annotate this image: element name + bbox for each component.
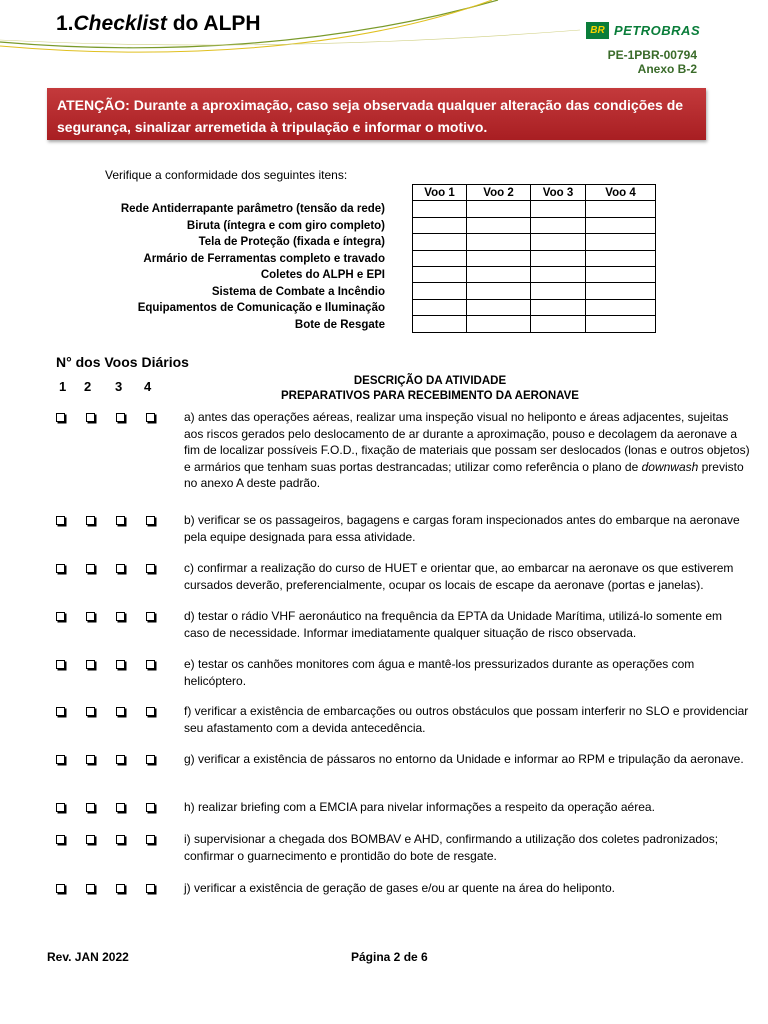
- flight-checkbox[interactable]: [146, 707, 155, 716]
- flight-checkbox-group: [56, 657, 176, 669]
- flight-checkbox[interactable]: [116, 884, 125, 893]
- flight-check-table: [412, 184, 656, 333]
- flight-checkbox[interactable]: [116, 803, 125, 812]
- activity-text: d) testar o rádio VHF aeronáutico na frequência da EPTA da Unidade Marítima, utilizá-lo somente em caso de necessidade. Informar imediatamente qualquer situação de risco observada.: [184, 609, 723, 640]
- check-cell[interactable]: [531, 234, 586, 250]
- flight-checkbox[interactable]: [86, 755, 95, 764]
- attention-banner: ATENÇÃO: Durante a aproximação, caso seja observada qualquer alteração das condições de segurança, sinalizar arremetida à tripulação e informar o motivo.: [47, 88, 706, 140]
- verification-item-label: Bote de Resgate: [294, 318, 385, 331]
- check-cell[interactable]: [467, 299, 531, 315]
- flight-checkbox-group: [56, 881, 176, 893]
- verification-item-label: Biruta (íntegra e com giro completo): [186, 219, 385, 232]
- flight-checkbox[interactable]: [86, 835, 95, 844]
- check-cell[interactable]: [586, 250, 656, 266]
- verification-item-label: Equipamentos de Comunicação e Iluminação: [137, 302, 385, 314]
- page-title: 1.Checklist do ALPH: [56, 12, 261, 35]
- activity-text: b) verificar se os passageiros, bagagens e cargas foram inspecionados antes do embarque na aeronave pela equipe designada para essa atividade.: [184, 513, 740, 544]
- column-header: Voo 4: [586, 185, 656, 201]
- flight-checkbox[interactable]: [56, 803, 65, 812]
- table-row: [413, 283, 656, 299]
- check-cell[interactable]: [467, 234, 531, 250]
- check-cell[interactable]: [467, 201, 531, 217]
- annex-label: Anexo B-2: [637, 62, 697, 76]
- description-title: DESCRIÇÃO DA ATIVIDADE: [353, 375, 507, 387]
- check-cell[interactable]: [586, 201, 656, 217]
- check-cell[interactable]: [413, 234, 467, 250]
- flight-checkbox[interactable]: [56, 707, 65, 716]
- flight-checkbox[interactable]: [86, 707, 95, 716]
- table-row: [413, 316, 656, 332]
- activity-text: f) verificar a existência de embarcações ou outros obstáculos que possam interferir no SLO e providenciar seu afastamento com a devida antecedência.: [184, 704, 749, 735]
- check-cell[interactable]: [467, 266, 531, 282]
- flight-checkbox[interactable]: [146, 755, 155, 764]
- flight-checkbox[interactable]: [116, 707, 125, 716]
- activity-text: a) antes das operações aéreas, realizar uma inspeção visual no heliponto e áreas adjacentes, sujeitas aos riscos gerados pelo deslocamento de ar durante a aproximação, pouso e decolagem da aeronave a fim de localizar possíveis F.O.D., fixação de materiais que possam ser deslocados (lonas e outros objetos) e armários que tenham suas portas destrancadas; utilizar como referência o plano de downwash previsto no anexo A deste padrão.: [184, 410, 750, 490]
- title-italic: Checklist: [73, 12, 167, 35]
- flight-checkbox[interactable]: [86, 516, 95, 525]
- flight-checkbox[interactable]: [146, 612, 155, 621]
- flight-checkbox[interactable]: [116, 660, 125, 669]
- verification-item-label: Sistema de Combate a Incêndio: [211, 285, 385, 298]
- flight-checkbox[interactable]: [86, 884, 95, 893]
- verification-item-label: Coletes do ALPH e EPI: [260, 269, 385, 281]
- flight-checkbox[interactable]: [146, 884, 155, 893]
- check-cell[interactable]: [413, 201, 467, 217]
- flight-number: 2: [84, 379, 92, 394]
- table-row: [413, 201, 656, 217]
- column-header: Voo 3: [531, 185, 586, 201]
- flight-checkbox[interactable]: [56, 660, 65, 669]
- verification-item-label: Tela de Proteção (fixada e íntegra): [198, 236, 385, 248]
- flight-checkbox[interactable]: [146, 803, 155, 812]
- flight-checkbox[interactable]: [116, 564, 125, 573]
- flight-checkbox[interactable]: [56, 835, 65, 844]
- flight-checkbox-group: [56, 704, 176, 716]
- check-cell[interactable]: [531, 283, 586, 299]
- logo-text: PETROBRAS: [614, 23, 701, 38]
- description-subtitle: PREPARATIVOS PARA RECEBIMENTO DA AERONAVE: [281, 390, 579, 402]
- check-cell[interactable]: [413, 283, 467, 299]
- check-cell[interactable]: [531, 316, 586, 332]
- check-cell[interactable]: [413, 217, 467, 233]
- activity-text: c) confirmar a realização do curso de HUET e orientar que, ao embarcar na aeronave os que estiverem cursados deverão, preferencialmente, ocupar os locais de escape da aeronave (portas e janelas).: [184, 561, 734, 592]
- flight-checkbox-group: [56, 513, 176, 525]
- petrobras-logo: [586, 22, 700, 39]
- activity-text: g) verificar a existência de pássaros no entorno da Unidade e informar ao RPM e tripulação da aeronave.: [184, 752, 744, 766]
- flight-checkbox-group: [56, 752, 176, 764]
- flight-checkbox[interactable]: [116, 612, 125, 621]
- activity-text: h) realizar briefing com a EMCIA para nivelar informações a respeito da operação aérea.: [184, 800, 655, 814]
- verification-intro: Verifique a conformidade dos seguintes itens:: [105, 168, 348, 182]
- table-row: [413, 250, 656, 266]
- flight-checkbox[interactable]: [56, 884, 65, 893]
- flight-checkbox[interactable]: [116, 835, 125, 844]
- flight-checkbox-group: [56, 800, 176, 812]
- verification-item-label: Armário de Ferramentas completo e travado: [143, 252, 385, 265]
- flight-number: 4: [144, 379, 152, 394]
- check-cell[interactable]: [586, 316, 656, 332]
- flight-checkbox[interactable]: [116, 413, 125, 422]
- check-cell[interactable]: [413, 266, 467, 282]
- check-cell[interactable]: [531, 217, 586, 233]
- flight-checkbox[interactable]: [56, 516, 65, 525]
- check-cell[interactable]: [413, 316, 467, 332]
- flight-checkbox-group: [56, 832, 176, 844]
- flight-checkbox[interactable]: [146, 660, 155, 669]
- flight-number: 3: [115, 379, 123, 394]
- table-row: [413, 299, 656, 315]
- check-cell[interactable]: [586, 299, 656, 315]
- check-cell[interactable]: [531, 201, 586, 217]
- flight-checkbox[interactable]: [146, 564, 155, 573]
- flight-checkbox[interactable]: [86, 660, 95, 669]
- flights-title: N° dos Voos Diários: [56, 354, 189, 370]
- flight-checkbox[interactable]: [146, 516, 155, 525]
- table-row: [413, 234, 656, 250]
- flight-checkbox[interactable]: [146, 835, 155, 844]
- br-badge: BR: [586, 22, 609, 39]
- flight-checkbox[interactable]: [86, 803, 95, 812]
- flight-checkbox-group: [56, 561, 176, 573]
- verification-item-label: Rede Antiderrapante parâmetro (tensão da rede): [120, 203, 385, 215]
- document-code: PE-1PBR-00794: [607, 48, 697, 62]
- table-row: [413, 217, 656, 233]
- check-cell[interactable]: [467, 250, 531, 266]
- table-row: [413, 266, 656, 282]
- check-cell[interactable]: [531, 299, 586, 315]
- check-cell[interactable]: [531, 250, 586, 266]
- check-cell[interactable]: [586, 266, 656, 282]
- footer-revision: Rev. JAN 2022: [47, 950, 129, 964]
- flight-checkbox[interactable]: [116, 755, 125, 764]
- check-cell[interactable]: [413, 299, 467, 315]
- flight-checkbox[interactable]: [56, 564, 65, 573]
- activity-text: i) supervisionar a chegada dos BOMBAV e AHD, confirmando a utilização dos coletes padronizados; confirmar o guarnecimento e prontidão do bote de resgate.: [184, 832, 719, 863]
- flight-checkbox[interactable]: [56, 413, 65, 422]
- check-cell[interactable]: [467, 217, 531, 233]
- check-cell[interactable]: [467, 316, 531, 332]
- flight-checkbox[interactable]: [86, 564, 95, 573]
- footer-page-number: Página 2 de 6: [351, 950, 428, 964]
- flight-checkbox[interactable]: [86, 413, 95, 422]
- flight-checkbox[interactable]: [146, 413, 155, 422]
- flight-number: 1: [59, 379, 67, 394]
- column-header: Voo 1: [413, 185, 467, 201]
- flight-checkbox[interactable]: [56, 755, 65, 764]
- check-cell[interactable]: [586, 234, 656, 250]
- activity-text: j) verificar a existência de geração de gases e/ou ar quente na área do heliponto.: [184, 881, 615, 895]
- flight-checkbox[interactable]: [86, 612, 95, 621]
- check-cell[interactable]: [467, 283, 531, 299]
- activity-text: e) testar os canhões monitores com água e mantê-los pressurizados durante as operações com helicóptero.: [184, 657, 695, 688]
- flight-checkbox-group: [56, 410, 176, 422]
- column-header: Voo 2: [467, 185, 531, 201]
- check-cell[interactable]: [586, 217, 656, 233]
- check-cell[interactable]: [413, 250, 467, 266]
- flight-checkbox-group: [56, 609, 176, 621]
- check-cell[interactable]: [531, 266, 586, 282]
- flight-checkbox[interactable]: [56, 612, 65, 621]
- flight-checkbox[interactable]: [116, 516, 125, 525]
- check-cell[interactable]: [586, 283, 656, 299]
